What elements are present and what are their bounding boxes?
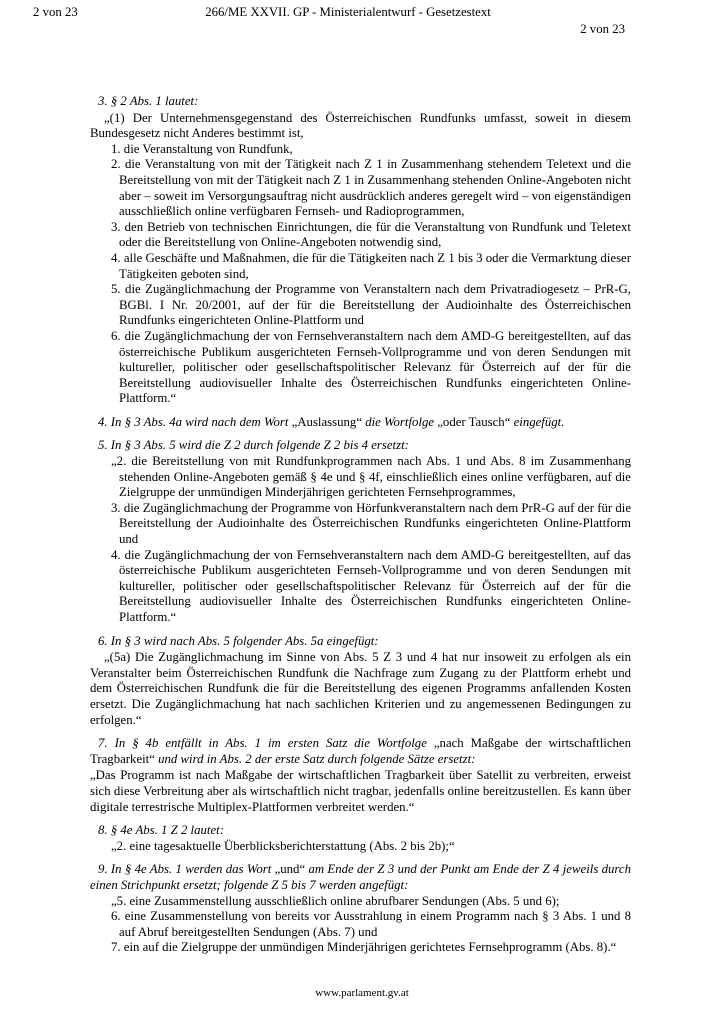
list-item: 1. die Veranstaltung von Rundfunk,: [111, 141, 293, 156]
header-page-number-right: 2 von 23: [580, 22, 625, 36]
list-item: 2. die Veranstaltung von mit der Tätigkeit nach Z 1 in Zusammenhang stehendem Teletext und die Bereitstellung von mit der Tätigkeit nach Z 1 in Zusammenhang stehenden Online-Angeboten nicht aber – soweit im Versorgungsauftrag nicht ausdrücklich anderes geregelt wird – von eigenständigen ausschließlich online verfügbaren Fernseh- und Radioprogrammen,: [111, 157, 631, 219]
quoted-words: „nach Maßgabe der wirtschaftlichen Tragbarkeit“: [90, 736, 631, 766]
instruction-text: und wird in Abs. 2 der erste Satz durch folgende Sätze ersetzt:: [154, 751, 476, 766]
section-heading: [90, 438, 631, 454]
instruction-text: eingefügt.: [510, 414, 565, 429]
header-document-title: 266/ME XXVII. GP - Ministerialentwurf - Gesetzestext: [205, 5, 491, 19]
section-heading: [90, 823, 631, 839]
list-item: 4. alle Geschäfte und Maßnahmen, die für die Tätigkeiten nach Z 1 bis 3 oder die Vermarktung dieser Tätigkeiten geboten sind,: [111, 250, 631, 281]
instruction-text: am Ende der Z 3 und der Punkt am Ende der Z 4 jeweils durch einen Strichpunkt ersetzt; folgende Z 5 bis 7 werden angefügt:: [90, 862, 631, 892]
numbered-list: [90, 839, 631, 855]
numbered-list: [90, 454, 631, 626]
footer-parliament-url[interactable]: www.parlament.gv.at: [315, 987, 409, 999]
instruction-text: 6. In § 3 wird nach Abs. 5 folgender Abs. 5a eingefügt:: [98, 633, 379, 648]
paragraph: „(5a) Die Zugänglichmachung im Sinne von Abs. 5 Z 3 und 4 hat nur insoweit zu erfolgen als ein Veranstalter beim Österreichischen Rundfunk die Nachfrage zum Zugang zu der Plattform erhebt und dem Österreichischen Rundfunk die für die Bereitstellung des eigenen Programms anfallenden Kosten ersetzt. Die Zugänglichmachung hat nach sachlichen Kriterien und zu angemessenen Bedingungen zu erfolgen.“: [90, 650, 631, 727]
instruction-text: 9. In § 4e Abs. 1 werden das Wort: [98, 862, 275, 877]
list-item: 6. die Zugänglichmachung der von Fernsehveranstaltern nach dem AMD-G bereitgestellten, auf das österreichische Publikum ausgerichteten Fernseh-Vollprogramme und von deren Sendungen mit kultureller, politischer oder gesellschaftspolitischer Relevanz für Österreich auf der für die Bereitstellung audiovisueller Inhalte des Österreichischen Rundfunks eingerichteten Online-Plattform.“: [111, 328, 631, 406]
instruction-text: 4. In § 3 Abs. 4a wird nach dem Wort: [98, 414, 292, 429]
list-item: „5. eine Zusammenstellung ausschließlich online abrufbarer Sendungen (Abs. 5 und 6);: [111, 893, 560, 908]
numbered-list: [90, 894, 631, 956]
paragraph: „(1) Der Unternehmensgegenstand des Österreichischen Rundfunks umfasst, soweit in diesem Bundesgesetz nicht Anderes bestimmt ist,: [90, 110, 631, 141]
numbered-list: [90, 142, 631, 407]
instruction-text: 7. In § 4b entfällt in Abs. 1 im ersten Satz die Wortfolge: [98, 736, 434, 751]
list-item: 6. eine Zusammenstellung von bereits vor Ausstrahlung in einem Programm nach § 3 Abs. 1 und 8 auf Abruf bereitgestellten Sendungen (Abs. 7) und: [111, 909, 631, 939]
section-heading: [90, 94, 631, 110]
quoted-words: „und“: [274, 862, 306, 877]
list-item: „2. eine tagesaktuelle Überblicksberichterstattung (Abs. 2 bis 2b);“: [111, 838, 455, 853]
instruction-text: 8. § 4e Abs. 1 Z 2 lautet:: [98, 823, 224, 838]
instruction-text: die Wortfolge: [362, 414, 438, 429]
section-heading: [90, 862, 631, 893]
quoted-words: „Auslassung“: [291, 414, 362, 429]
list-item: 3. die Zugänglichmachung der Programme von Hörfunkveranstaltern nach dem PrR-G auf der für die Bereitstellung der Audioinhalte des Österreichischen Rundfunks eingerichteten Online-Plattform und: [111, 500, 631, 547]
list-item: 3. den Betrieb von technischen Einrichtungen, die für die Veranstaltung von Rundfunk und Teletext oder die Bereitstellung von Online-Angeboten notwendig sind,: [111, 219, 631, 250]
document-body: [90, 86, 631, 956]
instruction-text: 3. § 2 Abs. 1 lautet:: [98, 94, 199, 108]
list-item: 5. die Zugänglichmachung der Programme von Veranstaltern nach dem Privatradiogesetz – PrR-G, BGBl. I Nr. 20/2001, auf der für die Bereitstellung der Audioinhalte des Österreichischen Rundfunks eingerichteten Online-Plattform und: [111, 282, 631, 328]
list-item: 4. die Zugänglichmachung der von Fernsehveranstaltern nach dem AMD-G bereitgestellten, auf das österreichische Publikum ausgerichteten Fernseh-Vollprogramme und von deren Sendungen mit kultureller, politischer oder gesellschaftspolitischer Relevanz für Österreich auf der für die Bereitstellung audiovisueller Inhalte des Österreichischen Rundfunks eingerichteten Online-Plattform.“: [111, 547, 631, 624]
paragraph: „Das Programm ist nach Maßgabe der wirtschaftlichen Tragbarkeit über Satellit zu verbreiten, erweist sich diese Verbreitung aber als wirtschaftlich nicht tragbar, jedenfalls online bereitzustellen. Es kann über digitale terrestrische Multiplex-Plattformen verbreitet werden.“: [90, 768, 631, 814]
section-heading: [90, 634, 631, 650]
section-heading: [90, 415, 631, 431]
section-heading: [90, 736, 631, 767]
header-page-number-left: 2 von 23: [33, 5, 78, 19]
instruction-text: 5. In § 3 Abs. 5 wird die Z 2 durch folgende Z 2 bis 4 ersetzt:: [98, 438, 409, 453]
list-item: „2. die Bereitstellung von mit Rundfunkprogrammen nach Abs. 1 und Abs. 8 im Zusammenhang stehenden Online-Angeboten gemäß § 4e und § 4f, einschließlich eines online verfügbaren, auf die Zielgruppe der unmündigen Minderjährigen gerichteten Fernsehprogrammes,: [111, 454, 631, 500]
list-item: 7. ein auf die Zielgruppe der unmündigen Minderjährigen gerichtetes Fernsehprogramm (Abs. 8).“: [111, 940, 617, 955]
quoted-words: „oder Tausch“: [437, 414, 511, 429]
